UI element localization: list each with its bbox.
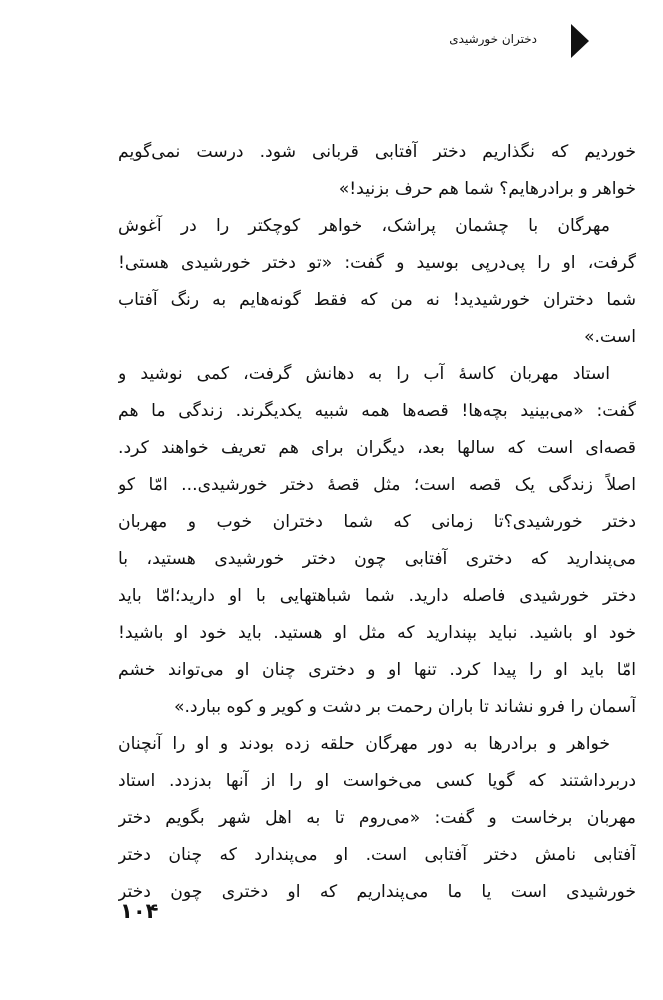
text-line: مهرگان با چشمان پراشک، خواهر کوچکتر را در آغوش (118, 216, 610, 236)
text-line: قصه‌ای است که سالها بعد، دیگران برای هم تعریف خواهند کرد. (118, 438, 636, 458)
text-line: شما دختران خورشیدید! نه من که فقط گونه‌هایم به رنگ آفتاب (118, 290, 636, 310)
text-line: آسمان را فرو نشاند تا باران رحمت بر دشت و کویر و کوه ببارد.» (173, 697, 636, 717)
text-line: اصلاً زندگی یک قصه است؛ مثل قصهٔ دختر خورشیدی... امّا کو (118, 475, 636, 495)
text-line: خود او باشید. نباید بپندارید که مثل او هستید. باید خود او باشید! (118, 623, 636, 643)
body-text (118, 134, 636, 911)
text-line: آفتابی نامش دختر آفتابی است. او می‌پندارد که چنان دختر (118, 845, 636, 865)
running-head-title: دختران خورشیدی (449, 32, 537, 46)
text-line: می‌پندارید که دختری آفتابی چون دختر خورشیدی هستید، با (118, 549, 636, 569)
text-line: خواهر و برادرهایم؟ شما هم حرف بزنید!» (338, 179, 636, 199)
text-line: دختر خورشیدی فاصله دارید. شما شباهتهایی با او دارید؛امّا باید (118, 586, 636, 606)
text-line: است.» (583, 327, 636, 347)
text-line: مهربان برخاست و گفت: «می‌روم تا به اهل شهر بگویم دختر (118, 808, 636, 828)
text-line: گفت: «می‌بینید بچه‌ها! قصه‌ها همه شبیه یکدیگرند. زندگی ما هم (118, 401, 636, 421)
text-line: خورشیدی است یا ما می‌پنداریم که او دختری چون دختر (118, 882, 636, 902)
text-line: استاد مهربان کاسهٔ آب را به دهانش گرفت، کمی نوشید و (118, 364, 610, 384)
text-line: دربرداشتند که گویا کسی می‌خواست او را از آنها بدزدد. استاد (118, 771, 636, 791)
text-line: امّا باید او را پیدا کرد. تنها او و دختری چنان او می‌تواند خشم (118, 660, 636, 680)
running-head-triangle-icon (571, 24, 589, 58)
text-line: دختر خورشیدی؟تا زمانی که شما دختران خوب و مهربان (118, 512, 636, 532)
text-line: خواهر و برادرها به دور مهرگان حلقه زده بودند و او را آنچنان (118, 734, 610, 754)
text-line: خوردیم که نگذاریم دختر آفتابی قربانی شود. درست نمی‌گویم (118, 142, 636, 162)
page-number: ۱۰۴ (120, 899, 159, 923)
text-line: گرفت، او را پی‌درپی بوسید و گفت: «تو دختر خورشیدی هستی! (118, 253, 636, 273)
